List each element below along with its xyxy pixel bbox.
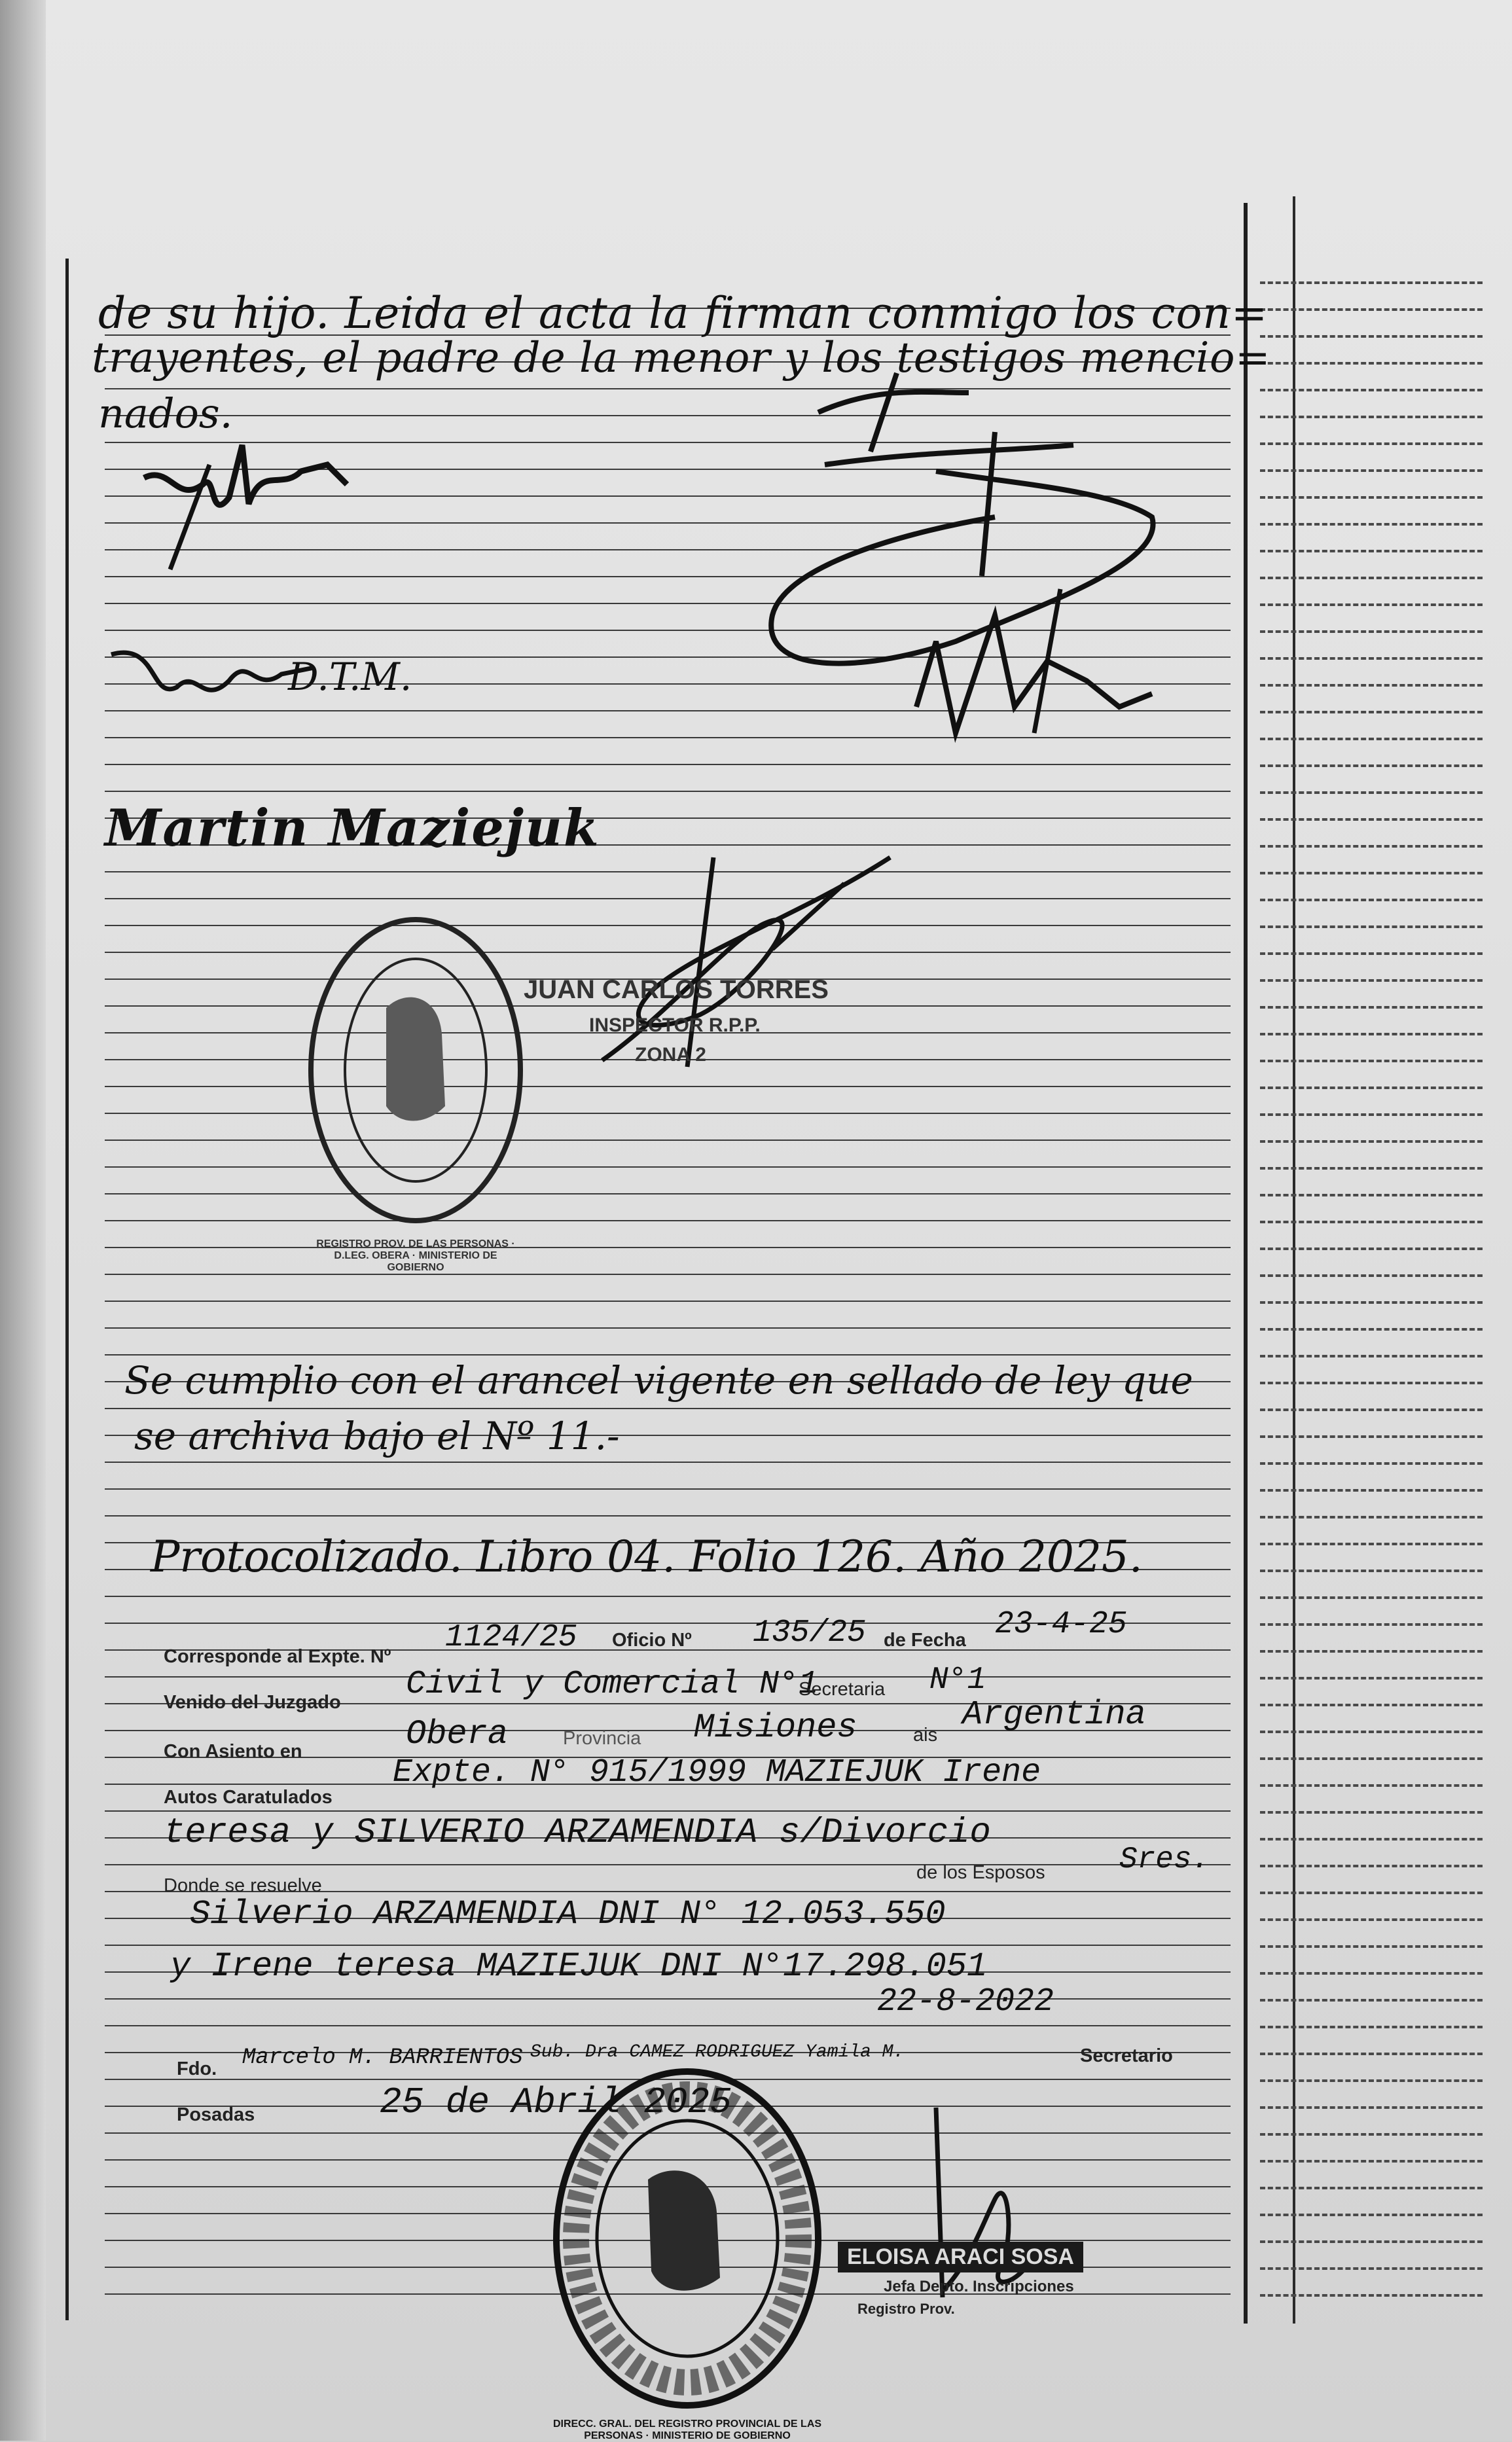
margin-ruled-line xyxy=(1260,2079,1483,2082)
margin-ruled-line xyxy=(1260,1650,1483,1653)
margin-ruled-line xyxy=(1260,416,1483,418)
value-secretaria: N°1 xyxy=(929,1662,986,1698)
inspector-zone: ZONA 2 xyxy=(635,1044,706,1066)
label-esposos: de los Esposos xyxy=(916,1862,1045,1883)
ruled-line xyxy=(105,2025,1231,2026)
margin-ruled-line xyxy=(1260,1704,1483,1706)
margin-ruled-line xyxy=(1260,630,1483,633)
margin-ruled-line xyxy=(1260,442,1483,445)
ruled-line xyxy=(105,1220,1231,1221)
signature-2 xyxy=(720,367,1178,772)
direccion-stamp-ring-text: DIRECC. GRAL. DEL REGISTRO PROVINCIAL DE LAS PERSONAS · MINISTERIO DE GOBIERNO xyxy=(552,2418,822,2441)
ruled-line xyxy=(105,1864,1231,1865)
margin-ruled-line xyxy=(1260,764,1483,767)
label-autos: Autos Caratulados xyxy=(164,1787,333,1808)
value-autos-2: teresa y SILVERIO ARZAMENDIA s/Divorcio xyxy=(164,1813,991,1853)
margin-ruled-line xyxy=(1260,2106,1483,2109)
ruled-line xyxy=(105,1408,1231,1409)
margin-ruled-line xyxy=(1260,1113,1483,1116)
official-name: ELOISA ARACI SOSA xyxy=(838,2242,1083,2272)
ruled-line xyxy=(105,1327,1231,1329)
margin-ruled-line xyxy=(1260,1489,1483,1492)
margin-ruled-line xyxy=(1260,1462,1483,1465)
margin-ruled-line xyxy=(1260,1221,1483,1223)
ruled-line xyxy=(105,1488,1231,1490)
ruled-line xyxy=(105,1140,1231,1141)
inspector-title: INSPECTOR R.P.P. xyxy=(589,1015,761,1036)
ruled-line xyxy=(105,1193,1231,1194)
margin-line-right xyxy=(1293,196,1295,2324)
margin-ruled-line xyxy=(1260,1194,1483,1196)
ruled-line xyxy=(105,1113,1231,1114)
margin-ruled-line xyxy=(1260,1328,1483,1331)
margin-ruled-line xyxy=(1260,1248,1483,1250)
label-posadas: Posadas xyxy=(177,2104,255,2125)
value-oficio: 135/25 xyxy=(753,1615,866,1651)
margin-ruled-line xyxy=(1260,872,1483,874)
margin-ruled-line xyxy=(1260,818,1483,821)
margin-ruled-line xyxy=(1260,1006,1483,1009)
margin-ruled-line xyxy=(1260,523,1483,526)
value-autos-1: Expte. N° 915/1999 MAZIEJUK Irene xyxy=(393,1754,1041,1791)
official-org: Registro Prov. xyxy=(857,2301,955,2317)
margin-ruled-line xyxy=(1260,845,1483,848)
signature-1 xyxy=(131,425,367,576)
margin-ruled-line xyxy=(1260,1274,1483,1277)
margin-ruled-line xyxy=(1260,791,1483,794)
margin-ruled-line xyxy=(1260,1570,1483,1572)
margin-ruled-line xyxy=(1260,684,1483,687)
margin-ruled-line xyxy=(1260,1892,1483,1894)
value-fdo-2: Sub. Dra CAMEZ RODRIGUEZ Yamila M. xyxy=(530,2042,905,2062)
margin-ruled-line xyxy=(1260,1945,1483,1948)
margin-ruled-line xyxy=(1260,1355,1483,1357)
margin-ruled-line xyxy=(1260,2053,1483,2055)
margin-ruled-line xyxy=(1260,1301,1483,1304)
label-donde: Donde se resuelve xyxy=(164,1875,322,1896)
margin-ruled-line xyxy=(1260,2160,1483,2163)
signature-initials: D.T.M. xyxy=(288,655,412,699)
margin-ruled-line xyxy=(1260,711,1483,713)
direccion-round-stamp xyxy=(543,2062,831,2415)
text-line-1: de su hijo. Leida el acta la firman conmigo los con= xyxy=(98,288,1269,338)
margin-ruled-line xyxy=(1260,2267,1483,2270)
ruled-line xyxy=(105,1247,1231,1248)
label-secretario: Secretario xyxy=(1080,2045,1173,2066)
ruled-line xyxy=(105,791,1231,792)
ruled-line xyxy=(105,1166,1231,1168)
label-oficio: Oficio Nº xyxy=(612,1630,692,1651)
margin-ruled-line xyxy=(1260,1757,1483,1760)
margin-ruled-line xyxy=(1260,389,1483,391)
margin-ruled-line xyxy=(1260,1918,1483,1921)
arancel-line-2: se archiva bajo el Nº 11.- xyxy=(134,1414,620,1458)
margin-ruled-line xyxy=(1260,1086,1483,1089)
official-title: Jefa Depto. Inscripciones xyxy=(884,2278,1074,2295)
arancel-line-1: Se cumplio con el arancel vigente en sellado de ley que xyxy=(124,1358,1193,1403)
ruled-line xyxy=(105,1274,1231,1275)
margin-ruled-line xyxy=(1260,281,1483,284)
margin-ruled-line xyxy=(1260,469,1483,472)
value-asiento: Obera xyxy=(406,1715,509,1753)
value-donde-2: y Irene teresa MAZIEJUK DNI N°17.298.051 xyxy=(170,1947,988,1986)
ruled-line xyxy=(105,1945,1231,1946)
inspector-name: JUAN CARLOS TORRES xyxy=(524,975,829,1004)
text-line-3: nados. xyxy=(98,389,233,437)
margin-ruled-line xyxy=(1260,2294,1483,2297)
label-provincia: Provincia xyxy=(563,1728,641,1749)
value-donde-1: Silverio ARZAMENDIA DNI N° 12.053.550 xyxy=(190,1895,946,1933)
margin-ruled-line xyxy=(1260,2214,1483,2216)
margin-ruled-line xyxy=(1260,1033,1483,1035)
margin-ruled-line xyxy=(1260,1972,1483,1975)
margin-line-left xyxy=(65,259,69,2320)
ruled-line xyxy=(105,1301,1231,1302)
label-secretaria: Secretaria xyxy=(799,1679,886,1700)
value-pais: Argentina xyxy=(962,1695,1146,1734)
margin-ruled-line xyxy=(1260,1838,1483,1840)
signature-4 xyxy=(537,818,929,1093)
margin-ruled-line xyxy=(1260,1060,1483,1062)
margin-ruled-line xyxy=(1260,1596,1483,1599)
margin-ruled-line xyxy=(1260,308,1483,311)
label-corresponde: Corresponde al Expte. Nº xyxy=(164,1646,391,1667)
label-pais: ais xyxy=(913,1725,938,1746)
margin-ruled-line xyxy=(1260,1999,1483,2002)
margin-ruled-line xyxy=(1260,603,1483,606)
margin-ruled-line xyxy=(1260,952,1483,955)
margin-line-middle xyxy=(1244,203,1248,2324)
label-fecha: de Fecha xyxy=(884,1630,966,1651)
margin-ruled-line xyxy=(1260,362,1483,365)
margin-ruled-line xyxy=(1260,2026,1483,2028)
margin-ruled-line xyxy=(1260,577,1483,579)
margin-ruled-line xyxy=(1260,1435,1483,1438)
margin-ruled-line xyxy=(1260,899,1483,901)
ruled-line xyxy=(105,1596,1231,1597)
margin-ruled-line xyxy=(1260,550,1483,552)
margin-ruled-line xyxy=(1260,1516,1483,1518)
value-provincia: Misiones xyxy=(694,1708,857,1747)
margin-ruled-line xyxy=(1260,1543,1483,1545)
signature-name: Martin Maziejuk xyxy=(105,799,600,858)
label-asiento: Con Asiento en xyxy=(164,1741,302,1762)
margin-ruled-line xyxy=(1260,738,1483,740)
registro-stamp-ring-text: REGISTRO PROV. DE LAS PERSONAS · D.LEG. OBERA · MINISTERIO DE GOBIERNO xyxy=(316,1238,515,1273)
value-expte: 1124/25 xyxy=(445,1620,577,1655)
margin-ruled-line xyxy=(1260,1811,1483,1814)
ruled-line xyxy=(105,1354,1231,1356)
margin-ruled-line xyxy=(1260,1731,1483,1733)
value-juzgado: Civil y Comercial N°1 xyxy=(406,1666,819,1703)
book-binding xyxy=(0,0,46,2441)
margin-ruled-line xyxy=(1260,1140,1483,1143)
margin-ruled-line xyxy=(1260,2133,1483,2136)
ruled-line xyxy=(105,1515,1231,1517)
margin-ruled-line xyxy=(1260,1784,1483,1787)
protocol-note: Protocolizado. Libro 04. Folio 126. Año 2025. xyxy=(151,1532,1143,1582)
value-resolution-date: 22-8-2022 xyxy=(877,1983,1054,2020)
ruled-line xyxy=(105,1810,1231,1812)
label-fdo: Fdo. xyxy=(177,2058,217,2079)
margin-ruled-line xyxy=(1260,657,1483,660)
margin-ruled-line xyxy=(1260,2187,1483,2189)
margin-ruled-line xyxy=(1260,496,1483,499)
margin-ruled-line xyxy=(1260,1409,1483,1411)
margin-ruled-line xyxy=(1260,1167,1483,1170)
margin-ruled-line xyxy=(1260,925,1483,928)
margin-ruled-line xyxy=(1260,979,1483,982)
value-posadas-date: 25 de Abril 2025 xyxy=(380,2081,732,2123)
value-fecha: 23-4-25 xyxy=(995,1607,1127,1642)
label-venido: Venido del Juzgado xyxy=(164,1692,341,1713)
margin-ruled-line xyxy=(1260,1623,1483,1626)
margin-ruled-line xyxy=(1260,335,1483,338)
value-fdo: Marcelo M. BARRIENTOS xyxy=(242,2045,523,2070)
margin-ruled-line xyxy=(1260,2240,1483,2243)
ruled-line xyxy=(105,1998,1231,2000)
registro-oval-stamp xyxy=(301,910,530,1230)
margin-ruled-line xyxy=(1260,1677,1483,1679)
margin-ruled-line xyxy=(1260,1382,1483,1384)
margin-ruled-line xyxy=(1260,1865,1483,1867)
text-line-2: trayentes, el padre de la menor y los testigos mencio= xyxy=(92,334,1271,382)
value-esposos: Sres. xyxy=(1119,1842,1210,1876)
ruled-line xyxy=(105,1462,1231,1463)
